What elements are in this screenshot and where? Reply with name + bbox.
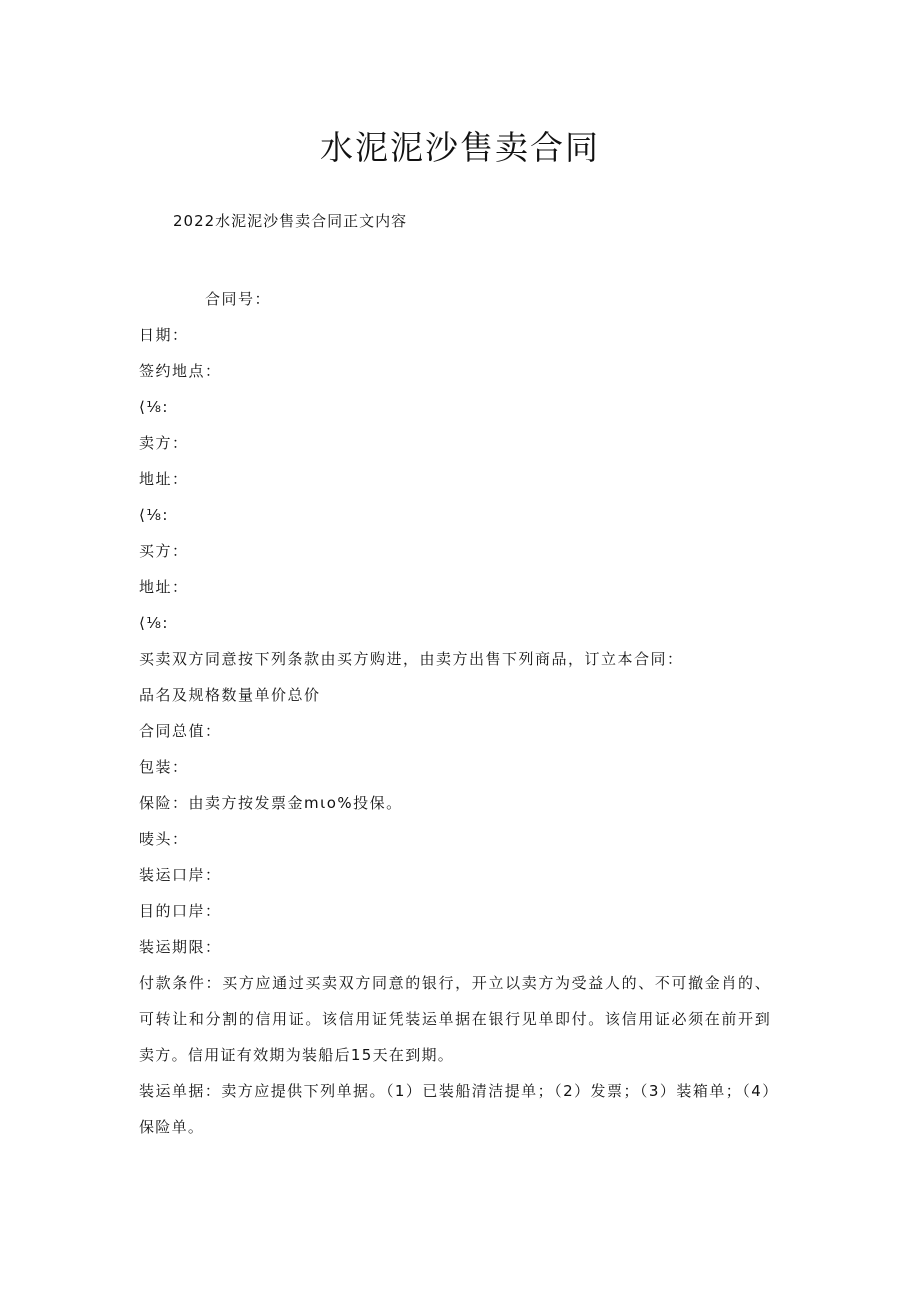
packing-clause: 包装： — [139, 758, 189, 776]
document-subtitle: 2022水泥泥沙售卖合同正文内容 — [173, 212, 408, 230]
buyer-address-field: 地址： — [139, 578, 189, 596]
goods-table-header: 品名及规格数量单价总价 — [139, 686, 321, 704]
insurance-clause: 保险：由卖方按发票金mιo%投保。 — [139, 794, 403, 812]
marks-clause: 唛头： — [139, 830, 189, 848]
contract-body — [139, 281, 779, 1145]
buyer-field: 买方： — [139, 542, 189, 560]
agreement-clause: 买卖双方同意按下列条款由买方购进，由卖方出售下列商品，订立本合同： — [139, 650, 684, 668]
payment-terms-clause: 付款条件：买方应通过买卖双方同意的银行，开立以卖方为受益人的、不可撤金肖的、可转让和分割的信用证。该信用证凭装运单据在银行见单即付。该信用证必须在前开到卖方。信用证有效期为装船后15天在到期。 — [139, 974, 771, 1064]
seller-address-field: 地址： — [139, 470, 189, 488]
port-of-loading-clause: 装运口岸： — [139, 866, 222, 884]
document-title: 水泥泥沙售卖合同 — [320, 128, 600, 167]
signing-place-field: 签约地点： — [139, 362, 222, 380]
total-value-clause: 合同总值： — [139, 722, 222, 740]
shipping-documents-clause: 装运单据：卖方应提供下列单据。（1）已装船清洁提单；（2）发票；（3）装箱单；（4）保险单。 — [139, 1082, 771, 1136]
blank-field-3: ⟨⅛: — [139, 614, 169, 632]
seller-field: 卖方： — [139, 434, 189, 452]
shipment-period-clause: 装运期限： — [139, 938, 222, 956]
blank-field-2: ⟨⅛: — [139, 506, 169, 524]
port-of-destination-clause: 目的口岸： — [139, 902, 222, 920]
blank-field-1: ⟨⅛: — [139, 398, 169, 416]
date-field: 日期： — [139, 326, 189, 344]
contract-number-field: 合同号： — [205, 290, 272, 308]
